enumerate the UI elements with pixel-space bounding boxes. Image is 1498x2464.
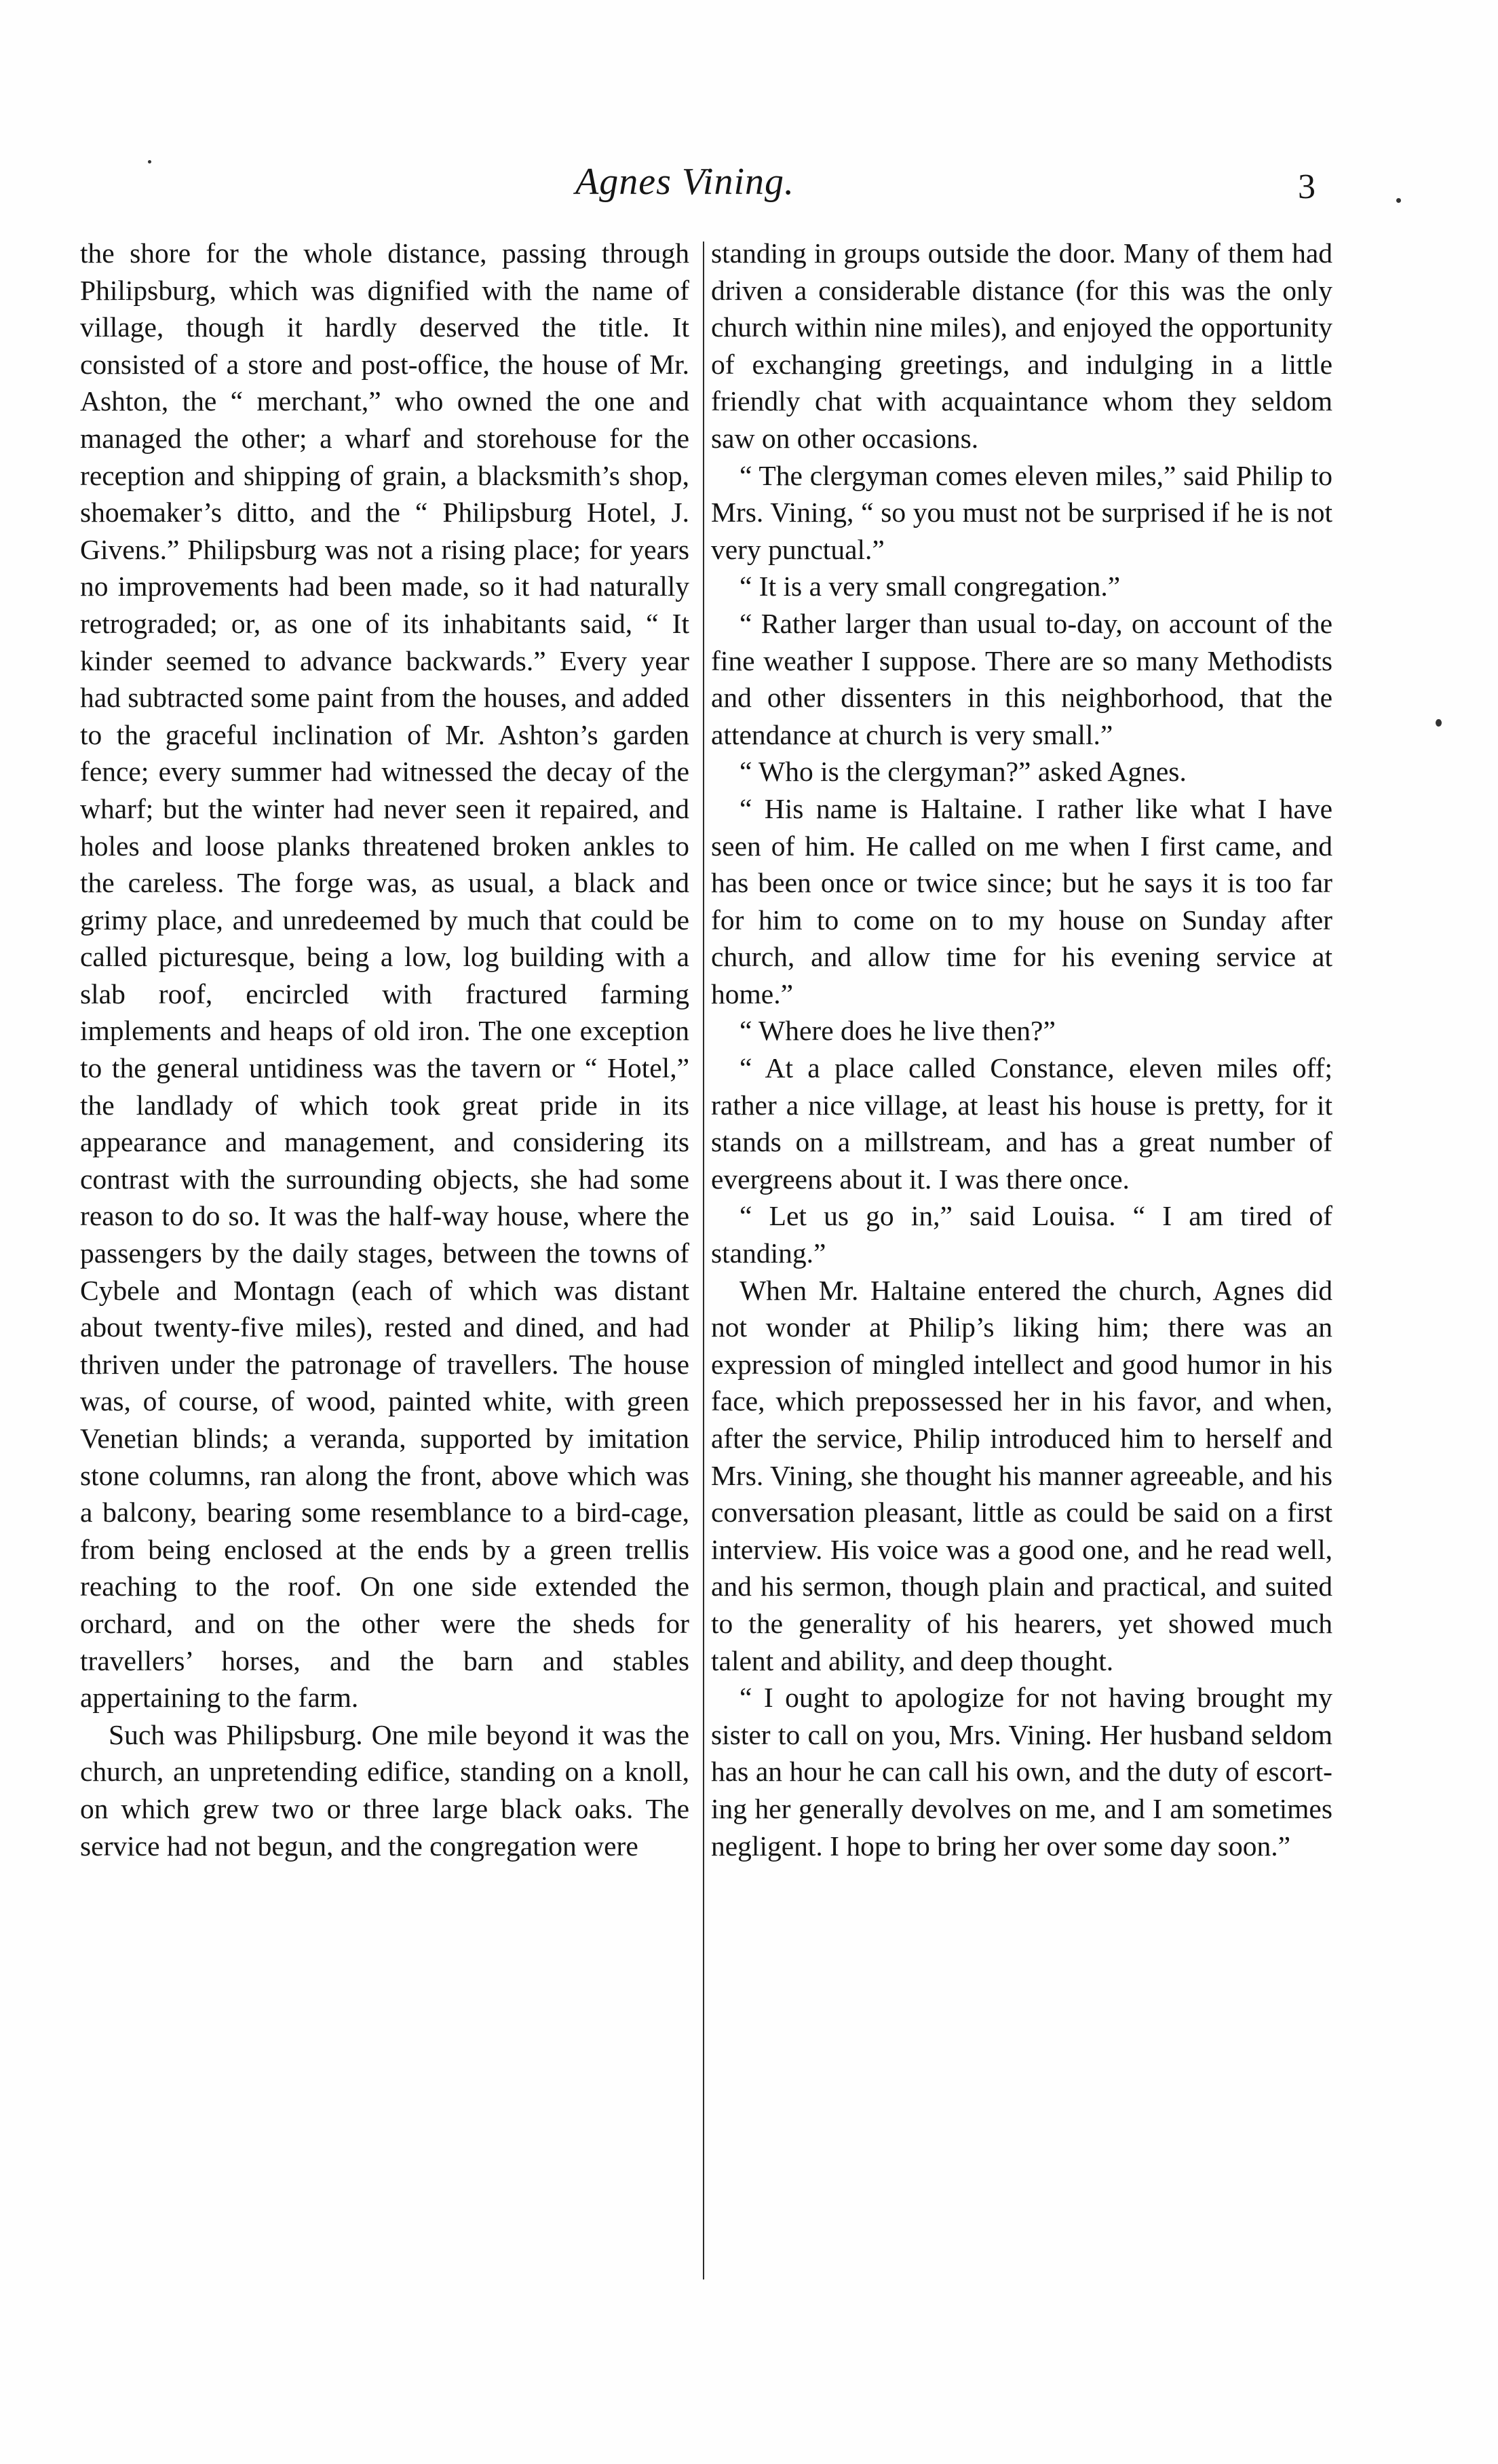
- running-title: Agnes Vining.: [575, 161, 795, 203]
- paragraph: Such was Philipsburg. One mile beyond it was the church, an unpretending edifice, standing on a knoll, on which grew two or three large black oaks. The service had not begun, and the congregation were: [80, 1718, 689, 1862]
- paragraph: “ Where does he live then?”: [740, 1015, 1056, 1047]
- paragraph: “ The clergyman comes eleven miles,” said Philip to Mrs. Vining, “ so you must not be surprised if he is not very punctual.”: [711, 459, 1332, 565]
- paragraph: “ Who is the clergyman?” asked Agnes.: [740, 756, 1187, 788]
- paragraph: “ I ought to apologize for not having brought my sister to call on you, Mrs. Vining. Her husband seldom has an hour he can call his own, and the duty of escorting her generally devolves on me, and I am sometimes negligent. I hope to bring her over some day soon.”: [711, 1682, 1332, 1862]
- ink-speck: [1396, 198, 1401, 203]
- paragraph: When Mr. Haltaine entered the church, Agnes did not wonder at Philip’s liking him; there was an expression of mingled intellect and good humor in his face, which prepossessed her in his favor, and when, after the service, Philip introduced him to herself and Mrs. Vining, she thought his manner agreeable, and his conversation pleasant, little as could be said on a first interview. His voice was a good one, and he read well, and his sermon, though plain and practical, and suited to the generality of his hearers, yet showed much talent and ability, and deep thought.: [711, 1274, 1332, 1676]
- paragraph: standing in groups outside the door. Many of them had driven a considerable distance (for this was the only church within nine miles), and enjoyed the opportunity of exchanging greetings, and indulging in a little friendly chat with acquaintance whom they seldom saw on other occasions.: [711, 237, 1332, 454]
- paragraph: “ Rather larger than usual to-day, on account of the fine weather I suppose. There are so many Methodists and other dissenters in this neighborhood, that the attendance at church is very small.”: [711, 607, 1332, 750]
- ink-speck: [148, 160, 151, 163]
- paragraph: “ At a place called Constance, eleven miles off; rather a nice village, at least his house is pretty, for it stands on a millstream, and has a great number of evergreens about it. I was there once.: [711, 1052, 1332, 1195]
- ink-speck: [1436, 719, 1442, 727]
- left-column: [80, 235, 689, 1864]
- page-number: 3: [1298, 168, 1315, 206]
- column-divider: [703, 242, 704, 2279]
- right-column: [711, 235, 1332, 1864]
- paragraph: “ Let us go in,” said Louisa. “ I am tired of standing.”: [711, 1200, 1332, 1269]
- paragraph: “ His name is Haltaine. I rather like what I have seen of him. He called on me when I first came, and has been once or twice since; but he says it is too far for him to come on to my house on Sunday after church, and allow time for his evening service at home.”: [711, 792, 1332, 1009]
- paragraph: “ It is a very small congregation.”: [740, 571, 1121, 602]
- running-head: [0, 160, 1498, 214]
- paragraph: the shore for the whole distance, passing through Philipsburg, which was dignified with the name of village, though it hardly deserved the title. It consisted of a store and post-office, the house of Mr. Ashton, the “ merchant,” who owned the one and managed the other; a wharf and storehouse for the reception and shipping of grain, a blacksmith’s shop, shoemaker’s ditto, and the “ Philipsburg Hotel, J. Givens.” Philipsburg was not a rising place; for years no improvements had been made, so it had naturally retrograded; or, as one of its inhabitants said, “ It kinder seemed to advance backwards.” Every year had subtracted some paint from the houses, and added to the graceful inclination of Mr. Ashton’s garden fence; every summer had witnessed the decay of the wharf; but the winter had never seen it repaired, and holes and loose planks threatened broken ankles to the careless. The forge was, as usual, a black and grimy place, and unredeemed by much that could be called picturesque, being a low, log building with a slab roof, encircled with fractured farming implements and heaps of old iron. The one exception to the general untidiness was the tavern or “ Hotel,” the landlady of which took great pride in its appearance and management, and considering its contrast with the surrounding objects, she had some reason to do so. It was the half-way house, where the passengers by the daily stages, between the towns of Cybele and Montagn (each of which was distant about twenty-five miles), rested and dined, and had thriven under the patronage of travellers. The house was, of course, of wood, painted white, with green Venetian blinds; a veranda, supported by imitation stone columns, ran along the front, above which was a balcony, bearing some resemblance to a bird-cage, from being enclosed at the ends by a green trellis reaching to the roof. On one side extended the orchard, and on the other were the sheds for travellers’ horses, and the barn and stables appertaining to the farm.: [80, 237, 689, 1714]
